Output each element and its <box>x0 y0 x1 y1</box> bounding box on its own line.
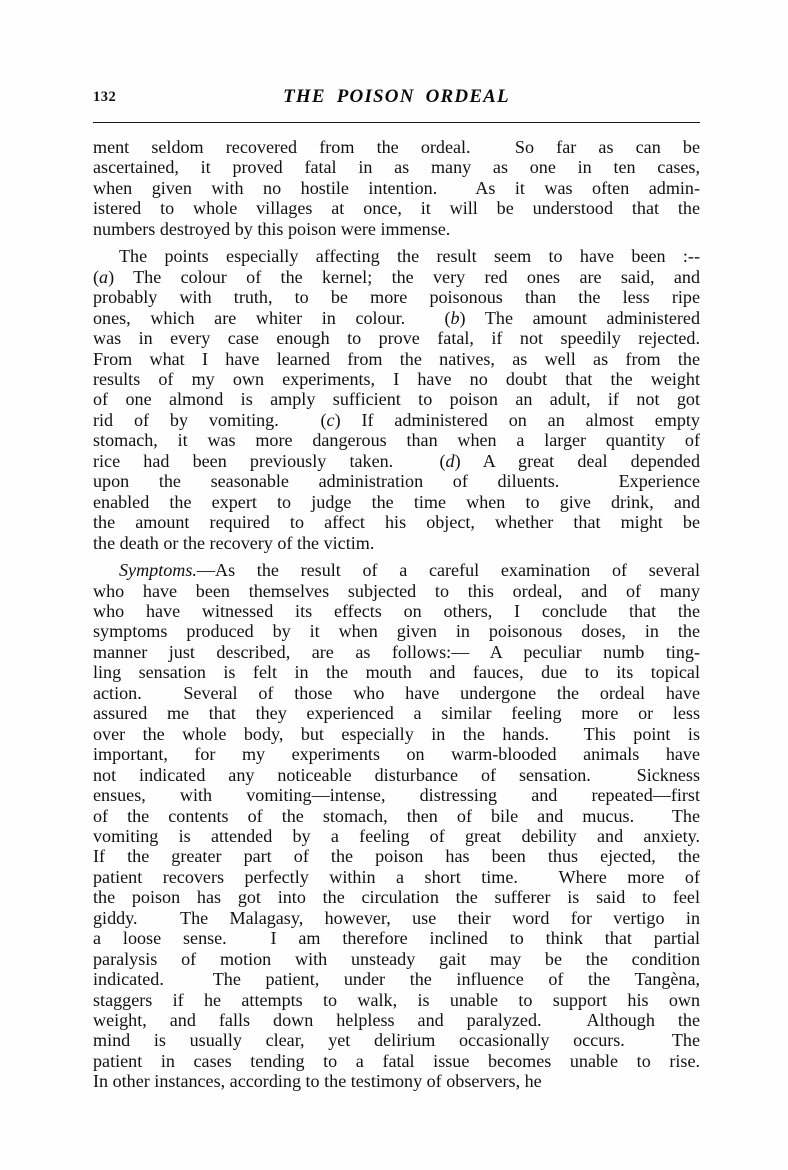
body-text <box>93 137 700 1092</box>
text-line: manner just described, are as follows:— A peculiar numb ting- <box>93 641 700 662</box>
text-line: results of my own experiments, I have no doubt that the weight <box>93 368 700 389</box>
running-header <box>93 86 700 112</box>
text-line: when given with no hostile intention. As it was often admin- <box>93 177 700 198</box>
text-line: who have been themselves subjected to this ordeal, and of many <box>93 580 700 601</box>
text-line-heading: Symptoms.—As the result of a careful examination of several <box>119 560 700 581</box>
text-line: patient in cases tending to a fatal issue becomes unable to rise. <box>93 1050 700 1071</box>
text-line: important, for my experiments on warm-blooded animals have <box>93 744 700 765</box>
text-line: ascertained, it proved fatal in as many as one in ten cases, <box>93 157 700 178</box>
paragraph-points <box>93 246 700 553</box>
text-line: If the greater part of the poison has been thus ejected, the <box>93 846 700 867</box>
text-line: istered to whole villages at once, it will be understood that the <box>93 198 700 219</box>
text-line: From what I have learned from the natives, as well as from the <box>93 348 700 369</box>
header-rule <box>93 122 700 123</box>
text-line: ensues, with vomiting—intense, distressing and repeated—first <box>93 785 700 806</box>
text-line: rice had been previously taken. (d) A great deal depended <box>93 450 700 471</box>
text-line: enabled the expert to judge the time when to give drink, and <box>93 491 700 512</box>
text-line: not indicated any noticeable disturbance of sensation. Sickness <box>93 764 700 785</box>
page-folio-number: 132 <box>93 89 117 105</box>
text-line: of one almond is amply sufficient to poison an adult, if not got <box>93 389 700 410</box>
text-line: mind is usually clear, yet delirium occasionally occurs. The <box>93 1030 700 1051</box>
text-line: giddy. The Malagasy, however, use their word for vertigo in <box>93 907 700 928</box>
text-line: the death or the recovery of the victim. <box>93 532 375 553</box>
text-line: was in every case enough to prove fatal, if not speedily rejected. <box>93 328 700 349</box>
text-line: paralysis of motion with unsteady gait may be the condition <box>93 948 700 969</box>
text-line: (a) The colour of the kernel; the very red ones are said, and <box>93 266 700 287</box>
text-line: indicated. The patient, under the influence of the Tangèna, <box>93 969 700 990</box>
text-line: ones, which are whiter in colour. (b) The amount administered <box>93 307 700 328</box>
running-title: THE POISON ORDEAL <box>283 86 510 107</box>
text-line: vomiting is attended by a feeling of great debility and anxiety. <box>93 825 700 846</box>
text-line: In other instances, according to the testimony of observers, he <box>93 1071 542 1092</box>
text-line: who have witnessed its effects on others, I conclude that the <box>93 600 700 621</box>
text-line: numbers destroyed by this poison were immense. <box>93 218 451 239</box>
text-line: the poison has got into the circulation the sufferer is said to feel <box>93 887 700 908</box>
paragraph-symptoms <box>93 560 700 1092</box>
text-line: a loose sense. I am therefore inclined to think that partial <box>93 928 700 949</box>
text-line: rid of by vomiting. (c) If administered on an almost empty <box>93 409 700 430</box>
paragraph-continued <box>93 137 700 239</box>
text-line: assured me that they experienced a similar feeling more or less <box>93 703 700 724</box>
text-line: action. Several of those who have undergone the ordeal have <box>93 682 700 703</box>
text-line: of the contents of the stomach, then of bile and mucus. The <box>93 805 700 826</box>
text-line: over the whole body, but especially in the hands. This point is <box>93 723 700 744</box>
text-line: symptoms produced by it when given in poisonous doses, in the <box>93 621 700 642</box>
text-line: The points especially affecting the result seem to have been :-- <box>119 246 700 267</box>
text-line: ling sensation is felt in the mouth and fauces, due to its topical <box>93 662 700 683</box>
text-line: staggers if he attempts to walk, is unable to support his own <box>93 989 700 1010</box>
text-line: weight, and falls down helpless and paralyzed. Although the <box>93 1010 700 1031</box>
text-line: upon the seasonable administration of diluents. Experience <box>93 471 700 492</box>
text-line: stomach, it was more dangerous than when a larger quantity of <box>93 430 700 451</box>
text-line: ment seldom recovered from the ordeal. So far as can be <box>93 137 700 157</box>
text-line: the amount required to affect his object, whether that might be <box>93 512 700 533</box>
text-line: probably with truth, to be more poisonous than the less ripe <box>93 287 700 308</box>
text-line: patient recovers perfectly within a short time. Where more of <box>93 866 700 887</box>
